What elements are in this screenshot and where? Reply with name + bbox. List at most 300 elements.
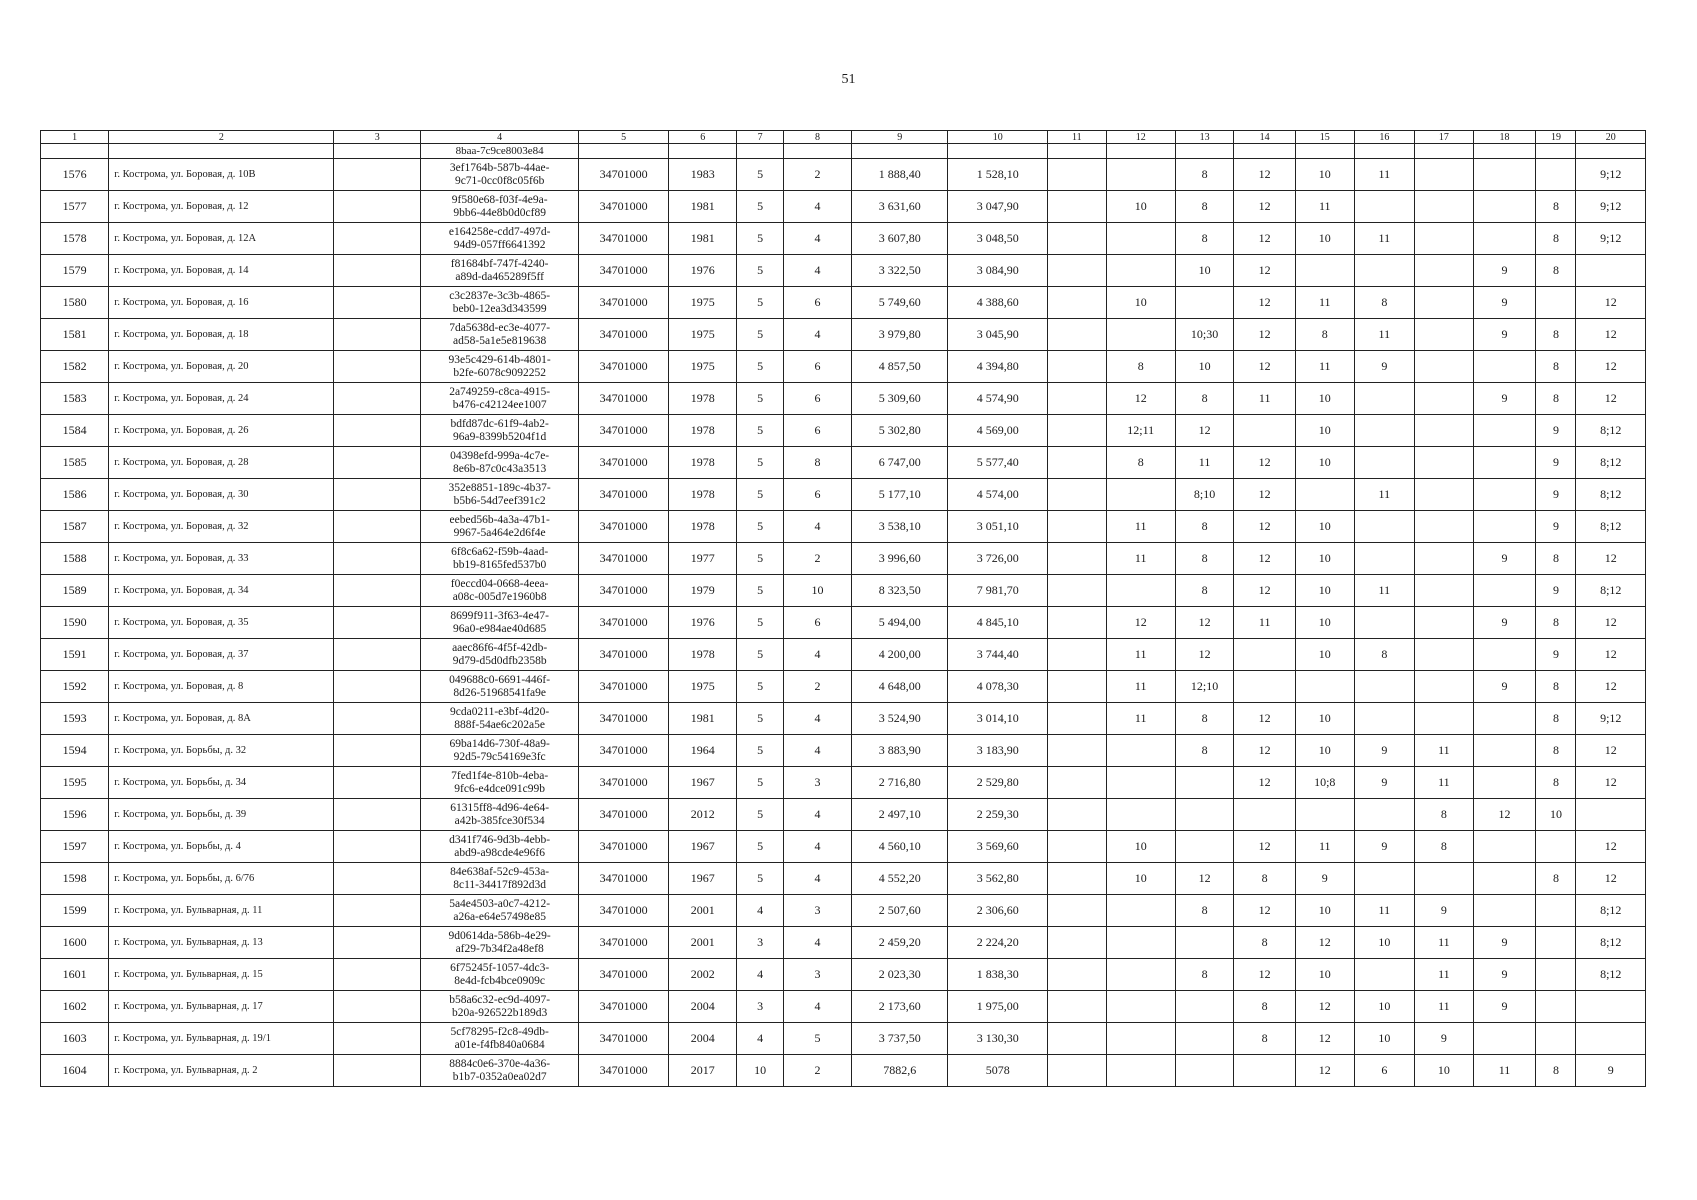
living-area-cell: 3 084,90 [948, 255, 1048, 287]
year-built-cell: 1967 [669, 863, 737, 895]
work-period-col-16-cell [1354, 703, 1415, 735]
work-period-col-19-cell: 9 [1536, 639, 1576, 671]
table-row [41, 927, 1646, 959]
entrances-count-cell: 6 [783, 479, 851, 511]
entrances-count-cell: 2 [783, 1055, 851, 1087]
work-period-col-11-cell [1048, 255, 1106, 287]
work-period-col-17-cell [1415, 447, 1473, 479]
record-number-cell: 1594 [41, 735, 109, 767]
column-3-value-cell [334, 1055, 421, 1087]
house-guid-part-1: f81684bf-747f-4240- [450, 257, 549, 270]
table-row [41, 447, 1646, 479]
work-period-col-14-cell: 11 [1234, 383, 1296, 415]
living-area-cell: 2 224,20 [948, 927, 1048, 959]
work-period-col-20-cell: 12 [1576, 863, 1646, 895]
table-row [41, 607, 1646, 639]
work-period-col-20-cell: 12 [1576, 287, 1646, 319]
work-period-col-14-cell: 12 [1234, 255, 1296, 287]
total-area-cell: 5 749,60 [852, 287, 948, 319]
house-guid-cell [421, 287, 579, 319]
record-number-cell: 1592 [41, 671, 109, 703]
work-period-col-13-cell: 8 [1175, 959, 1233, 991]
work-period-col-14-cell: 12 [1234, 735, 1296, 767]
column-number-cell: 1 [41, 131, 109, 144]
work-period-col-14-cell [1234, 639, 1296, 671]
work-period-col-15-cell: 10 [1296, 607, 1354, 639]
work-period-col-20-cell: 9;12 [1576, 191, 1646, 223]
work-period-col-17-cell [1415, 255, 1473, 287]
work-period-col-12-cell: 11 [1106, 543, 1175, 575]
work-period-col-18-cell [1473, 223, 1536, 255]
column-number-cell: 18 [1473, 131, 1536, 144]
living-area-cell: 1 528,10 [948, 159, 1048, 191]
column-3-value-cell [334, 479, 421, 511]
empty-cell [579, 144, 669, 159]
column-3-value-cell [334, 895, 421, 927]
column-number-header [41, 131, 1646, 144]
house-guid-cell [421, 383, 579, 415]
work-period-col-18-cell [1473, 479, 1536, 511]
total-area-cell: 3 883,90 [852, 735, 948, 767]
work-period-col-15-cell: 10 [1296, 159, 1354, 191]
work-period-col-15-cell: 12 [1296, 1055, 1354, 1087]
work-period-col-11-cell [1048, 479, 1106, 511]
work-period-col-12-cell [1106, 927, 1175, 959]
work-period-col-11-cell [1048, 1023, 1106, 1055]
record-number-cell: 1597 [41, 831, 109, 863]
work-period-col-16-cell: 9 [1354, 351, 1415, 383]
entrances-count-cell: 4 [783, 799, 851, 831]
work-period-col-18-cell: 9 [1473, 255, 1536, 287]
living-area-cell: 3 048,50 [948, 223, 1048, 255]
work-period-col-19-cell: 8 [1536, 735, 1576, 767]
record-number-cell: 1585 [41, 447, 109, 479]
house-guid-cell [421, 703, 579, 735]
work-period-col-18-cell: 9 [1473, 959, 1536, 991]
work-period-col-11-cell [1048, 959, 1106, 991]
work-period-col-15-cell: 10 [1296, 703, 1354, 735]
empty-cell [852, 144, 948, 159]
work-period-col-12-cell [1106, 895, 1175, 927]
work-period-col-12-cell: 12;11 [1106, 415, 1175, 447]
address-cell: г. Кострома, ул. Боровая, д. 26 [109, 415, 334, 447]
table-row [41, 671, 1646, 703]
work-period-col-14-cell: 12 [1234, 767, 1296, 799]
house-guid-part-1: 2a749259-c8ca-4915- [449, 385, 551, 398]
house-guid-part-2: 96a0-e984ae40d685 [453, 622, 547, 635]
living-area-cell: 3 047,90 [948, 191, 1048, 223]
record-number-cell: 1586 [41, 479, 109, 511]
oktmo-code-cell: 34701000 [579, 927, 669, 959]
table-row [41, 575, 1646, 607]
year-built-cell: 1978 [669, 639, 737, 671]
work-period-col-19-cell [1536, 831, 1576, 863]
work-period-col-14-cell: 12 [1234, 895, 1296, 927]
total-area-cell: 3 538,10 [852, 511, 948, 543]
oktmo-code-cell: 34701000 [579, 831, 669, 863]
work-period-col-15-cell: 10 [1296, 223, 1354, 255]
column-3-value-cell [334, 607, 421, 639]
entrances-count-cell: 3 [783, 895, 851, 927]
table-row [41, 1023, 1646, 1055]
column-number-cell: 14 [1234, 131, 1296, 144]
work-period-col-13-cell: 12 [1175, 415, 1233, 447]
floors-count-cell: 5 [737, 543, 784, 575]
house-guid-part-2: a08c-005d7e1960b8 [452, 590, 547, 603]
work-period-col-12-cell: 11 [1106, 511, 1175, 543]
table-row [41, 1055, 1646, 1087]
work-period-col-12-cell: 10 [1106, 191, 1175, 223]
work-period-col-19-cell: 8 [1536, 703, 1576, 735]
total-area-cell: 4 857,50 [852, 351, 948, 383]
work-period-col-12-cell: 11 [1106, 671, 1175, 703]
column-number-cell: 19 [1536, 131, 1576, 144]
column-3-value-cell [334, 383, 421, 415]
empty-cell [1048, 144, 1106, 159]
address-cell: г. Кострома, ул. Боровая, д. 28 [109, 447, 334, 479]
house-guid-part-2: 8e4d-fcb4bce0909c [454, 974, 545, 987]
house-guid-part-1: 8699f911-3f63-4e47- [450, 609, 549, 622]
column-3-value-cell [334, 191, 421, 223]
total-area-cell: 3 607,80 [852, 223, 948, 255]
work-period-col-19-cell: 8 [1536, 319, 1576, 351]
oktmo-code-cell: 34701000 [579, 287, 669, 319]
work-period-col-12-cell [1106, 1055, 1175, 1087]
registry-table [40, 130, 1646, 1087]
work-period-col-19-cell: 8 [1536, 255, 1576, 287]
work-period-col-17-cell [1415, 703, 1473, 735]
work-period-col-18-cell [1473, 351, 1536, 383]
work-period-col-20-cell [1576, 1023, 1646, 1055]
work-period-col-19-cell [1536, 959, 1576, 991]
work-period-col-17-cell: 11 [1415, 991, 1473, 1023]
column-3-value-cell [334, 1023, 421, 1055]
work-period-col-15-cell: 10 [1296, 447, 1354, 479]
work-period-col-20-cell [1576, 799, 1646, 831]
work-period-col-18-cell [1473, 831, 1536, 863]
entrances-count-cell: 4 [783, 639, 851, 671]
work-period-col-20-cell: 8;12 [1576, 447, 1646, 479]
work-period-col-12-cell: 12 [1106, 607, 1175, 639]
work-period-col-11-cell [1048, 287, 1106, 319]
entrances-count-cell: 6 [783, 607, 851, 639]
work-period-col-18-cell: 9 [1473, 927, 1536, 959]
house-guid-cell [421, 927, 579, 959]
work-period-col-14-cell: 12 [1234, 159, 1296, 191]
oktmo-code-cell: 34701000 [579, 255, 669, 287]
work-period-col-13-cell: 10 [1175, 351, 1233, 383]
living-area-cell: 4 574,90 [948, 383, 1048, 415]
column-number-cell: 20 [1576, 131, 1646, 144]
total-area-cell: 3 979,80 [852, 319, 948, 351]
column-number-cell: 10 [948, 131, 1048, 144]
work-period-col-20-cell: 12 [1576, 351, 1646, 383]
work-period-col-15-cell: 9 [1296, 863, 1354, 895]
year-built-cell: 2001 [669, 895, 737, 927]
work-period-col-13-cell: 8 [1175, 191, 1233, 223]
work-period-col-13-cell [1175, 831, 1233, 863]
work-period-col-13-cell: 8 [1175, 543, 1233, 575]
empty-cell [1175, 144, 1233, 159]
floors-count-cell: 5 [737, 447, 784, 479]
address-cell: г. Кострома, ул. Бульварная, д. 17 [109, 991, 334, 1023]
empty-cell [1415, 144, 1473, 159]
work-period-col-19-cell: 8 [1536, 351, 1576, 383]
address-cell: г. Кострома, ул. Бульварная, д. 2 [109, 1055, 334, 1087]
column-3-value-cell [334, 927, 421, 959]
work-period-col-13-cell: 8;10 [1175, 479, 1233, 511]
total-area-cell: 2 173,60 [852, 991, 948, 1023]
house-guid-part-1: f0eccd04-0668-4eea- [450, 577, 549, 590]
floors-count-cell: 5 [737, 671, 784, 703]
work-period-col-12-cell: 12 [1106, 383, 1175, 415]
work-period-col-12-cell [1106, 959, 1175, 991]
floors-count-cell: 4 [737, 1023, 784, 1055]
table-row [41, 959, 1646, 991]
floors-count-cell: 5 [737, 607, 784, 639]
work-period-col-18-cell: 9 [1473, 287, 1536, 319]
living-area-cell: 3 183,90 [948, 735, 1048, 767]
address-cell: г. Кострома, ул. Борьбы, д. 34 [109, 767, 334, 799]
work-period-col-18-cell: 9 [1473, 671, 1536, 703]
work-period-col-19-cell: 9 [1536, 447, 1576, 479]
year-built-cell: 2001 [669, 927, 737, 959]
work-period-col-20-cell: 8;12 [1576, 575, 1646, 607]
work-period-col-17-cell: 8 [1415, 799, 1473, 831]
entrances-count-cell: 2 [783, 543, 851, 575]
entrances-count-cell: 4 [783, 831, 851, 863]
living-area-cell: 4 078,30 [948, 671, 1048, 703]
work-period-col-12-cell: 10 [1106, 831, 1175, 863]
work-period-col-15-cell: 10 [1296, 383, 1354, 415]
total-area-cell: 5 309,60 [852, 383, 948, 415]
work-period-col-11-cell [1048, 991, 1106, 1023]
work-period-col-20-cell: 12 [1576, 671, 1646, 703]
work-period-col-15-cell: 12 [1296, 1023, 1354, 1055]
address-cell: г. Кострома, ул. Боровая, д. 32 [109, 511, 334, 543]
work-period-col-18-cell [1473, 767, 1536, 799]
house-guid-cell [421, 415, 579, 447]
table-row [41, 479, 1646, 511]
work-period-col-12-cell: 11 [1106, 639, 1175, 671]
work-period-col-11-cell [1048, 639, 1106, 671]
work-period-col-11-cell [1048, 735, 1106, 767]
work-period-col-12-cell [1106, 799, 1175, 831]
house-guid-cell [421, 191, 579, 223]
work-period-col-12-cell [1106, 735, 1175, 767]
living-area-cell: 5 577,40 [948, 447, 1048, 479]
house-guid-part-1: 7da5638d-ec3e-4077- [449, 321, 551, 334]
house-guid-part-2: b5b6-54d7eef391c2 [453, 494, 546, 507]
oktmo-code-cell: 34701000 [579, 1055, 669, 1087]
address-cell: г. Кострома, ул. Бульварная, д. 15 [109, 959, 334, 991]
house-guid-part-1: d341f746-9d3b-4ebb- [449, 833, 551, 846]
work-period-col-15-cell: 11 [1296, 351, 1354, 383]
work-period-col-18-cell [1473, 191, 1536, 223]
work-period-col-14-cell: 12 [1234, 447, 1296, 479]
work-period-col-12-cell: 8 [1106, 447, 1175, 479]
year-built-cell: 1976 [669, 607, 737, 639]
work-period-col-15-cell: 12 [1296, 927, 1354, 959]
work-period-col-15-cell [1296, 255, 1354, 287]
work-period-col-16-cell [1354, 415, 1415, 447]
work-period-col-15-cell [1296, 671, 1354, 703]
work-period-col-15-cell: 11 [1296, 831, 1354, 863]
total-area-cell: 5 494,00 [852, 607, 948, 639]
record-number-cell: 1591 [41, 639, 109, 671]
entrances-count-cell: 3 [783, 767, 851, 799]
house-guid-cell [421, 735, 579, 767]
living-area-cell: 3 045,90 [948, 319, 1048, 351]
work-period-col-13-cell: 8 [1175, 575, 1233, 607]
oktmo-code-cell: 34701000 [579, 511, 669, 543]
entrances-count-cell: 4 [783, 991, 851, 1023]
record-number-cell: 1590 [41, 607, 109, 639]
house-guid-cell [421, 255, 579, 287]
table-row [41, 223, 1646, 255]
work-period-col-14-cell: 12 [1234, 479, 1296, 511]
work-period-col-19-cell: 9 [1536, 511, 1576, 543]
work-period-col-12-cell [1106, 991, 1175, 1023]
address-cell: г. Кострома, ул. Боровая, д. 33 [109, 543, 334, 575]
work-period-col-18-cell [1473, 511, 1536, 543]
address-cell: г. Кострома, ул. Боровая, д. 16 [109, 287, 334, 319]
work-period-col-17-cell: 11 [1415, 959, 1473, 991]
record-number-cell: 1584 [41, 415, 109, 447]
house-guid-cell [421, 607, 579, 639]
address-cell: г. Кострома, ул. Боровая, д. 34 [109, 575, 334, 607]
house-guid-part-1: 9f580e68-f03f-4e9a- [451, 193, 548, 206]
house-guid-cell [421, 447, 579, 479]
column-3-value-cell [334, 671, 421, 703]
work-period-col-20-cell: 12 [1576, 383, 1646, 415]
address-cell: г. Кострома, ул. Боровая, д. 12А [109, 223, 334, 255]
work-period-col-17-cell [1415, 191, 1473, 223]
work-period-col-11-cell [1048, 319, 1106, 351]
work-period-col-13-cell: 8 [1175, 383, 1233, 415]
work-period-col-19-cell: 9 [1536, 575, 1576, 607]
work-period-col-13-cell: 12 [1175, 863, 1233, 895]
house-guid-part-2: b476-c42124ee1007 [452, 398, 547, 411]
year-built-cell: 1976 [669, 255, 737, 287]
column-3-value-cell [334, 735, 421, 767]
year-built-cell: 1981 [669, 223, 737, 255]
house-guid-part-2: b20a-926522b189d3 [452, 1006, 548, 1019]
work-period-col-19-cell [1536, 159, 1576, 191]
living-area-cell: 4 569,00 [948, 415, 1048, 447]
work-period-col-18-cell: 9 [1473, 607, 1536, 639]
work-period-col-15-cell: 10;8 [1296, 767, 1354, 799]
work-period-col-16-cell: 11 [1354, 159, 1415, 191]
floors-count-cell: 3 [737, 991, 784, 1023]
table-row [41, 735, 1646, 767]
work-period-col-19-cell [1536, 287, 1576, 319]
year-built-cell: 1978 [669, 479, 737, 511]
work-period-col-14-cell: 12 [1234, 287, 1296, 319]
oktmo-code-cell: 34701000 [579, 543, 669, 575]
work-period-col-17-cell: 8 [1415, 831, 1473, 863]
work-period-col-14-cell: 12 [1234, 319, 1296, 351]
table-row [41, 991, 1646, 1023]
work-period-col-20-cell: 12 [1576, 831, 1646, 863]
house-guid-cell [421, 479, 579, 511]
year-built-cell: 1977 [669, 543, 737, 575]
work-period-col-17-cell [1415, 607, 1473, 639]
work-period-col-16-cell [1354, 863, 1415, 895]
record-number-cell: 1579 [41, 255, 109, 287]
work-period-col-15-cell: 12 [1296, 991, 1354, 1023]
column-number-cell: 13 [1175, 131, 1233, 144]
house-guid-cell [421, 863, 579, 895]
work-period-col-11-cell [1048, 703, 1106, 735]
entrances-count-cell: 4 [783, 735, 851, 767]
work-period-col-15-cell [1296, 799, 1354, 831]
total-area-cell: 3 996,60 [852, 543, 948, 575]
entrances-count-cell: 4 [783, 223, 851, 255]
work-period-col-20-cell: 12 [1576, 767, 1646, 799]
empty-cell [669, 144, 737, 159]
living-area-cell: 3 726,00 [948, 543, 1048, 575]
column-3-value-cell [334, 223, 421, 255]
house-guid-part-2: b2fe-6078c9092252 [453, 366, 546, 379]
total-area-cell: 2 459,20 [852, 927, 948, 959]
floors-count-cell: 5 [737, 863, 784, 895]
oktmo-code-cell: 34701000 [579, 191, 669, 223]
work-period-col-11-cell [1048, 159, 1106, 191]
table-row [41, 543, 1646, 575]
floors-count-cell: 5 [737, 191, 784, 223]
house-guid-part-1: 049688c0-6691-446f- [449, 673, 551, 686]
oktmo-code-cell: 34701000 [579, 959, 669, 991]
work-period-col-13-cell: 8 [1175, 703, 1233, 735]
address-cell: г. Кострома, ул. Боровая, д. 30 [109, 479, 334, 511]
work-period-col-14-cell: 8 [1234, 1023, 1296, 1055]
work-period-col-13-cell: 8 [1175, 223, 1233, 255]
oktmo-code-cell: 34701000 [579, 479, 669, 511]
year-built-cell: 1967 [669, 831, 737, 863]
house-guid-cell [421, 991, 579, 1023]
record-number-cell: 1576 [41, 159, 109, 191]
work-period-col-20-cell [1576, 991, 1646, 1023]
house-guid-part-1: 6f75245f-1057-4dc3- [450, 961, 550, 974]
year-built-cell: 2012 [669, 799, 737, 831]
work-period-col-15-cell: 10 [1296, 639, 1354, 671]
empty-cell [1234, 144, 1296, 159]
work-period-col-20-cell: 12 [1576, 319, 1646, 351]
work-period-col-14-cell: 12 [1234, 575, 1296, 607]
work-period-col-14-cell: 12 [1234, 959, 1296, 991]
work-period-col-13-cell: 12 [1175, 639, 1233, 671]
work-period-col-18-cell [1473, 415, 1536, 447]
house-guid-part-1: c3c2837e-3c3b-4865- [449, 289, 551, 302]
work-period-col-11-cell [1048, 351, 1106, 383]
work-period-col-13-cell [1175, 287, 1233, 319]
table-row [41, 383, 1646, 415]
empty-cell [1473, 144, 1536, 159]
work-period-col-20-cell: 12 [1576, 735, 1646, 767]
address-cell: г. Кострома, ул. Боровая, д. 8 [109, 671, 334, 703]
total-area-cell: 7882,6 [852, 1055, 948, 1087]
work-period-col-11-cell [1048, 767, 1106, 799]
house-guid-part-1: 93e5c429-614b-4801- [448, 353, 551, 366]
table-row [41, 767, 1646, 799]
table-row [41, 703, 1646, 735]
entrances-count-cell: 3 [783, 959, 851, 991]
work-period-col-13-cell: 10 [1175, 255, 1233, 287]
record-number-cell: 1595 [41, 767, 109, 799]
house-guid-part-1: 8884c0e6-370e-4a36- [449, 1057, 551, 1070]
empty-cell [1106, 144, 1175, 159]
